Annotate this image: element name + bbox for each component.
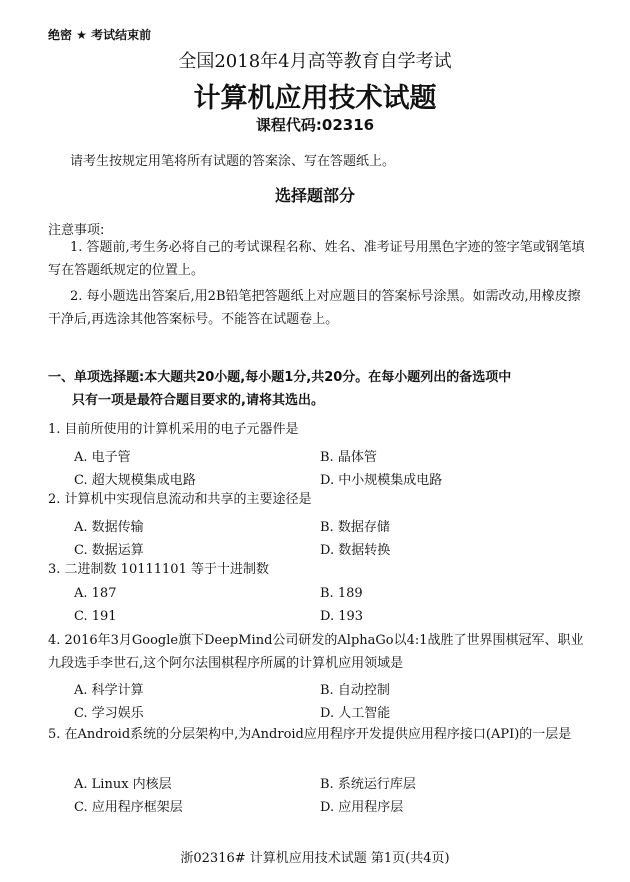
question-stem: 1. 目前所使用的计算机采用的电子元器件是 [48,422,299,437]
note-text: 1. 答题前,考生务必将自己的考试课程名称、姓名、准考证号用黑色字迹的签字笔或钢笔填写在答题纸规定的位置上。 [48,240,585,278]
course-code: 课程代码:02316 [255,116,375,134]
option-a: A. 科学计算 [74,683,144,698]
option-d: D. 人工智能 [320,706,391,721]
answer-instruction: 请考生按规定用笔将所有试题的答案涂、写在答题纸上。 [70,154,396,169]
option-a: A. 187 [74,586,117,601]
option-b: B. 数据存储 [320,520,390,535]
option-c: C. 应用程序框架层 [74,800,183,815]
question-stem: 5. 在Android系统的分层架构中,为Android应用程序开发提供应用程序接口(API)的一层是 [48,727,572,742]
option-d: D. 数据转换 [320,543,391,558]
page-footer: 浙02316# 计算机应用技术试题 第1页(共4页) [180,851,450,866]
option-b: B. 自动控制 [320,683,390,698]
option-c: C. 超大规模集成电路 [74,473,196,488]
option-d: D. 193 [320,609,364,624]
question-stem: 2. 计算机中实现信息流动和共享的主要途径是 [48,492,312,507]
option-b: B. 晶体管 [320,450,377,465]
note-item [48,236,588,282]
exam-title: 全国2018年4月高等教育自学考试 [178,51,452,72]
notes-title: 注意事项: [48,223,105,238]
secret-label: 绝密 ★ 考试结束前 [48,28,152,42]
option-c: C. 学习娱乐 [74,706,144,721]
section-title: 选择题部分 [274,186,355,205]
note-item [48,285,588,331]
option-d: D. 中小规模集成电路 [320,473,443,488]
option-c: C. 数据运算 [74,543,144,558]
option-a: A. 电子管 [74,450,131,465]
note-text: 2. 每小题选出答案后,用2B铅笔把答题纸上对应题目的答案标号涂黑。如需改动,用橡皮擦干净后,再选涂其他答案标号。不能答在试题卷上。 [48,289,581,327]
option-b: B. 系统运行库层 [320,777,416,792]
option-a: A. Linux 内核层 [74,777,172,792]
part-one-line2: 只有一项是最符合题目要求的,请将其选出。 [72,393,324,408]
question-stem: 3. 二进制数 10111101 等于十进制数 [48,562,269,577]
option-a: A. 数据传输 [74,520,144,535]
part-one-line1: 一、单项选择题:本大题共20小题,每小题1分,共20分。在每小题列出的备选项中 [48,370,512,385]
question-stem: 4. 2016年3月Google旗下DeepMind公司研发的AlphaGo以4:1战胜了世界围棋冠军、职业九段选手李世石,这个阿尔法围棋程序所属的计算机应用领域是 [48,633,584,671]
option-c: C. 191 [74,609,117,624]
option-d: D. 应用程序层 [320,800,404,815]
paper-title: 计算机应用技术试题 [193,83,437,114]
part-one-heading [48,366,588,412]
option-b: B. 189 [320,586,363,601]
